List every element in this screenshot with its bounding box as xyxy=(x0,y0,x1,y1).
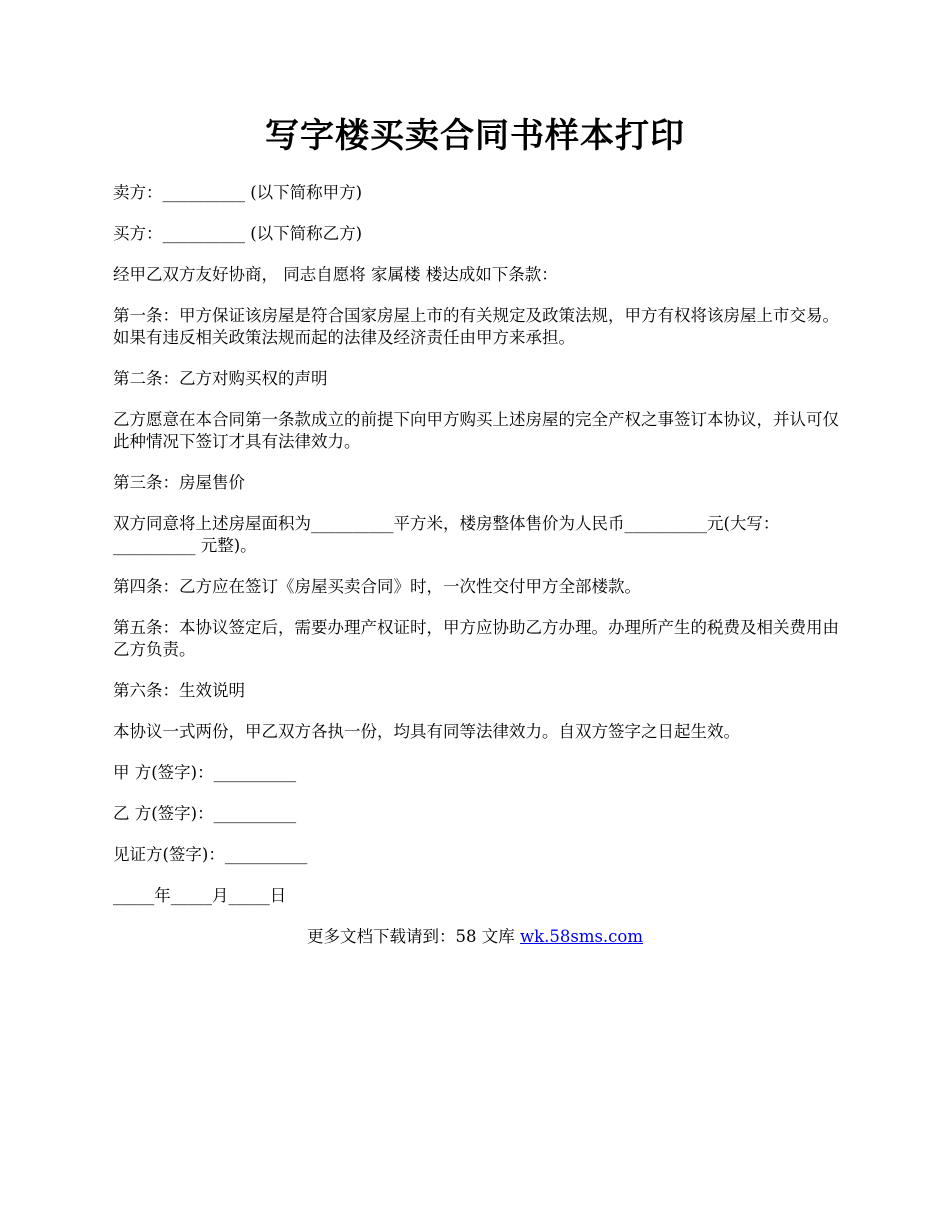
article-5: 第五条：本协议签定后，需要办理产权证时，甲方应协助乙方办理。办理所产生的税费及相关费用由乙方负责。 xyxy=(113,618,839,659)
party-a-signature: 甲 方(签字)：__________ xyxy=(113,763,297,782)
document-title: 写字楼买卖合同书样本打印 xyxy=(265,116,685,156)
article-1: 第一条：甲方保证该房屋是符合国家房屋上市的有关规定及政策法规，甲方有权将该房屋上市交易。如果有违反相关政策法规而起的法律及经济责任由甲方来承担。 xyxy=(113,306,839,347)
article-6-heading: 第六条：生效说明 xyxy=(113,681,245,700)
article-2-heading: 第二条：乙方对购买权的声明 xyxy=(113,369,328,388)
date-line: _____年_____月_____日 xyxy=(113,886,287,905)
article-2-body: 乙方愿意在本合同第一条款成立的前提下向甲方购买上述房屋的完全产权之事签订本协议，并认可仅此种情况下签订才具有法律效力。 xyxy=(113,410,839,451)
footer-link[interactable]: wk.58sms.com xyxy=(519,927,643,946)
article-3-heading: 第三条：房屋售价 xyxy=(113,473,245,492)
witness-signature: 见证方(签字)：__________ xyxy=(113,845,308,864)
article-6-body: 本协议一式两份，甲乙双方各执一份，均具有同等法律效力。自双方签字之日起生效。 xyxy=(113,722,740,741)
seller-line: 卖方：__________ (以下简称甲方) xyxy=(113,183,363,202)
article-3-body: 双方同意将上述房屋面积为__________平方米，楼房整体售价为人民币__________元(大写：__________ 元整)。 xyxy=(113,514,780,555)
footer xyxy=(0,926,950,948)
footer-text: 更多文档下载请到：58 文库 xyxy=(306,927,520,946)
party-b-signature: 乙 方(签字)：__________ xyxy=(113,804,297,823)
buyer-line: 买方：__________ (以下简称乙方) xyxy=(113,224,363,243)
intro-paragraph: 经甲乙双方友好协商， 同志自愿将 家属楼 楼达成如下条款： xyxy=(113,265,558,284)
document-page xyxy=(113,112,853,948)
article-4: 第四条：乙方应在签订《房屋买卖合同》时，一次性交付甲方全部楼款。 xyxy=(113,577,641,596)
